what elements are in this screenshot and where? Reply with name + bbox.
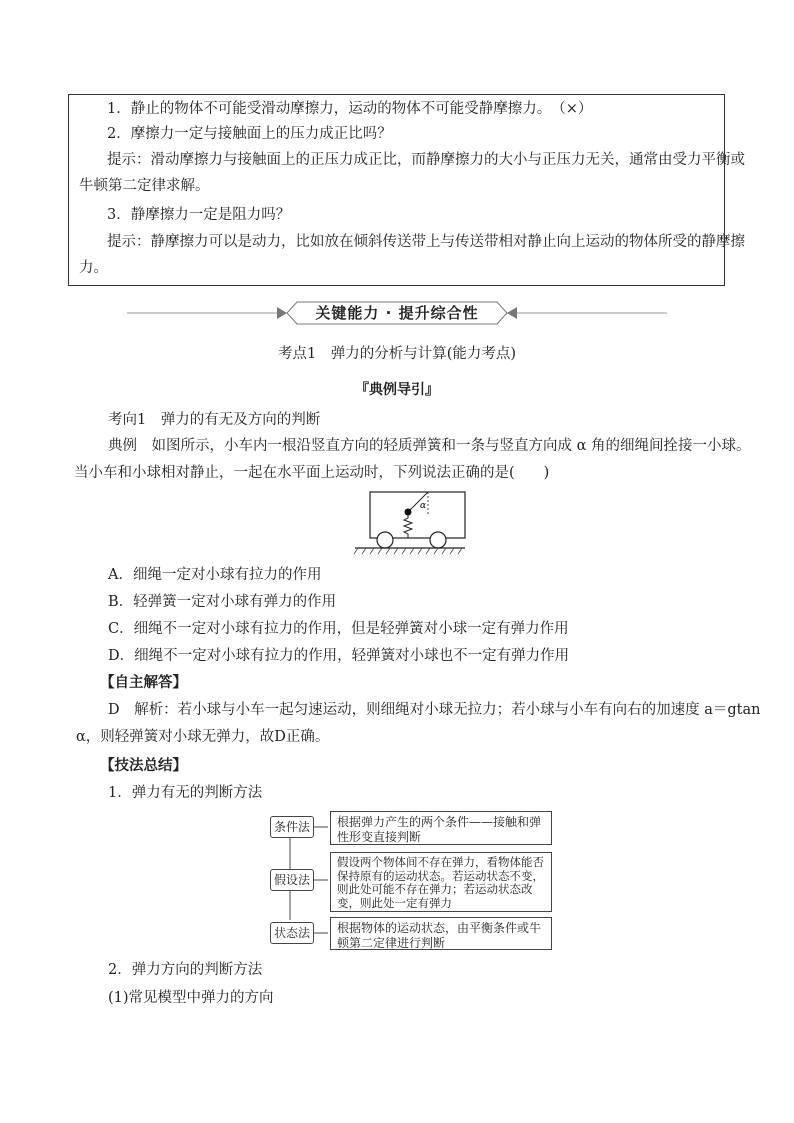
example-line-1: 典例 如图所示，小车内一根沿竖直方向的轻质弹簧和一条与竖直方向成 α 角的细绳间拴接一小球。 [108,438,751,454]
cart-body [370,492,465,538]
wheel-right [430,532,446,548]
answer-line-2: α，则轻弹簧对小球无弹力，故D正确。 [76,729,330,745]
option-a: A．细绳一定对小球有拉力的作用 [108,567,322,583]
question-3: 3．静摩擦力一定是阻力吗？ [107,207,291,223]
method-item-2: 2．弹力方向的判断方法 [108,962,263,978]
angle-label: α [420,501,427,511]
example-line-2: 当小车和小球相对静止，一起在水平面上运动时，下列说法正确的是( ) [74,465,550,481]
answer-2-line-1: 提示：滑动摩擦力与接触面上的正压力成正比，而静摩擦力的大小与正压力无关，通常由受力平衡或 [107,152,745,168]
answer-header: 【自主解答】 [100,674,187,691]
wheel-left [377,532,393,548]
flow-label-state: 状态法 [270,922,314,944]
ground-hatching [354,548,462,554]
option-d: D．细绳不一定对小球有拉力的作用，轻弹簧对小球也不一定有弹力作用 [108,648,570,664]
method-item-3: (1)常见模型中弹力的方向 [108,990,274,1006]
answer-3-line-2: 力。 [79,260,108,276]
flow-text-state: 根据物体的运动状态，由平衡条件或牛顿第二定律进行判断 [330,917,552,950]
spring [404,515,412,538]
banner-title: 关键能力 · 提升综合性 [315,304,479,322]
answer-2-line-2: 牛顿第二定律求解。 [79,178,210,194]
question-1: 1．静止的物体不可能受滑动摩擦力，运动的物体不可能受静摩擦力。 （×） [107,101,593,117]
answer-line-1: D 解析：若小球与小车一起匀速运动，则细绳对小球无拉力；若小球与小车有向右的加速度 a＝gtan [108,702,761,718]
cart-figure [350,488,470,556]
kaodian-heading: 考点1 弹力的分析与计算(能力考点) [277,346,517,362]
flow-text-condition: 根据弹力产生的两个条件——接触和弹性形变直接判断 [330,811,552,845]
question-2: 2．摩擦力一定与接触面上的压力成正比吗？ [107,126,392,142]
flow-label-condition: 条件法 [270,816,314,838]
ball [405,509,412,516]
flow-label-assumption: 假设法 [270,869,314,891]
review-box [68,94,745,286]
option-c: C．细绳不一定对小球有拉力的作用，但是轻弹簧对小球一定有弹力作用 [108,621,569,637]
daoyin-heading: 『典例导引』 [355,382,439,398]
answer-3-line-1: 提示：静摩擦力可以是动力，比如放在倾斜传送带上与传送带相对静止向上运动的物体所受的静摩擦 [107,234,745,250]
method-item-1: 1．弹力有无的判断方法 [108,785,263,801]
section-banner [127,300,667,326]
flow-text-assumption: 假设两个物体间不存在弹力，看物体能否保持原有的运动状态。若运动状态不变，则此处可能不存在弹力；若运动状态改变，则此处一定有弹力 [330,852,552,912]
option-b: B．轻弹簧一定对小球有弹力的作用 [108,594,337,610]
method-header: 【技法总结】 [100,757,187,774]
kaoxiang-heading: 考向1 弹力的有无及方向的判断 [108,412,321,428]
